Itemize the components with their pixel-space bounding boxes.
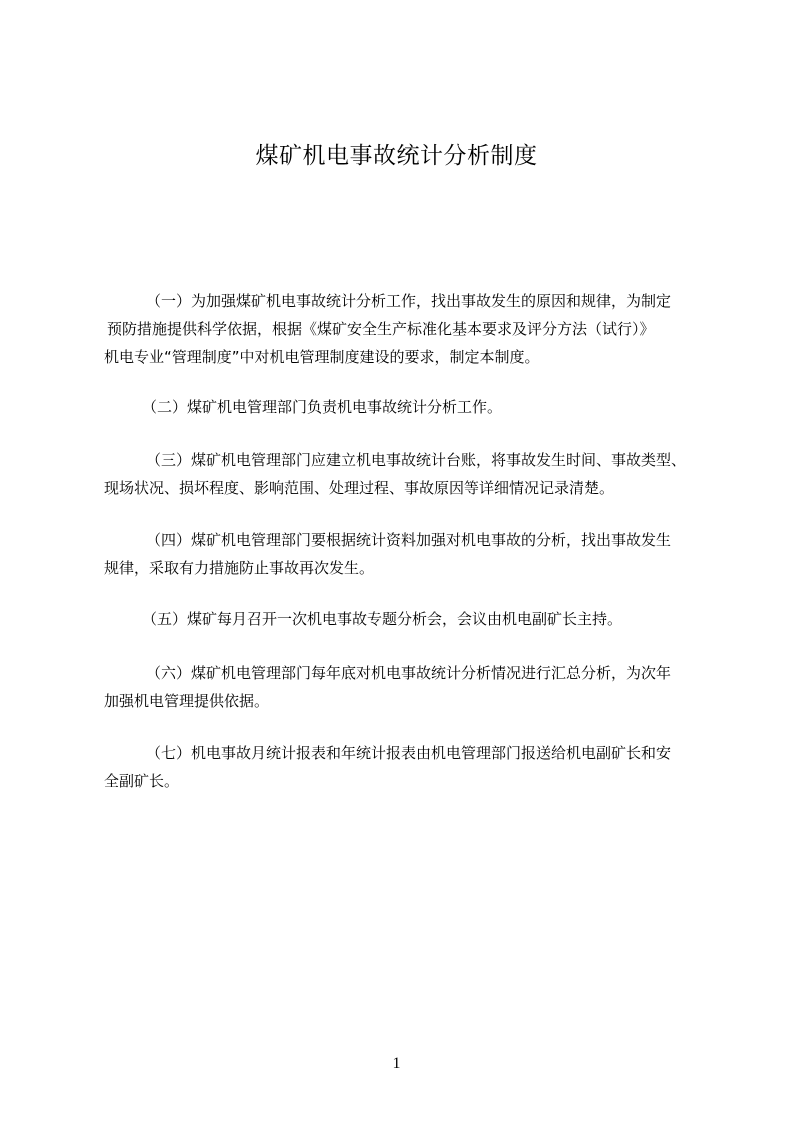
paragraph-2 <box>104 393 714 421</box>
paragraph-line: （二）煤矿机电管理部门负责机电事故统计分析工作。 <box>142 398 503 416</box>
paragraph-1 <box>104 287 714 371</box>
paragraph-4 <box>104 526 714 582</box>
paragraph-6 <box>104 659 714 715</box>
paragraph-line: 现场状况、损坏程度、影响范围、处理过程、事故原因等详细情况记录清楚。 <box>104 479 615 497</box>
paragraph-line: （三）煤矿机电管理部门应建立机电事故统计台账，将事故发生时间、事故类型、 <box>146 451 687 469</box>
paragraph-line: （七）机电事故月统计报表和年统计报表由机电管理部门报送给机电副矿长和安 <box>146 744 672 762</box>
paragraph-7 <box>104 739 714 795</box>
document-title: 煤矿机电事故统计分析制度 <box>255 143 538 169</box>
page-number: 1 <box>392 1055 401 1072</box>
paragraph-5 <box>104 605 714 633</box>
paragraph-line: （五）煤矿每月召开一次机电事故专题分析会，会议由机电副矿长主持。 <box>142 610 623 628</box>
paragraph-line: （一）为加强煤矿机电事故统计分析工作，找出事故发生的原因和规律，为制定 <box>146 292 672 310</box>
paragraph-line: （四）煤矿机电管理部门要根据统计资料加强对机电事故的分析，找出事故发生 <box>146 531 672 549</box>
paragraph-3 <box>104 446 714 502</box>
paragraph-line: 预防措施提供科学依据，根据《煤矿安全生产标准化基本要求及评分方法（试行）》 <box>107 320 655 338</box>
paragraph-line: 规律，采取有力措施防止事故再次发生。 <box>104 559 375 577</box>
paragraph-line: 全副矿长。 <box>104 772 180 790</box>
paragraph-line: （六）煤矿机电管理部门每年底对机电事故统计分析情况进行汇总分析，为次年 <box>146 664 672 682</box>
paragraph-line: 加强机电管理提供依据。 <box>104 692 270 710</box>
paragraph-line: 机电专业“管理制度”中对机电管理制度建设的要求，制定本制度。 <box>104 348 540 366</box>
